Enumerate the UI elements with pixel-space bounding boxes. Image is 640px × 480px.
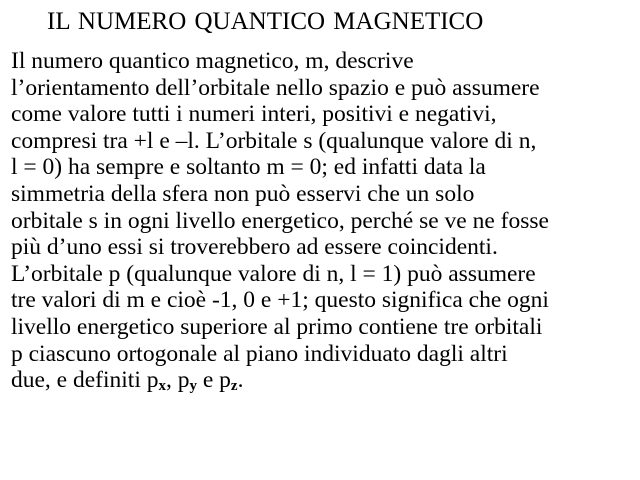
body-paragraph <box>11 48 636 394</box>
text-line: come valore tutti i numeri interi, positivi e negativi, <box>11 101 497 128</box>
text-line: orbitale s in ogni livello energetico, perché se ve ne fosse <box>11 207 549 234</box>
text-line: l’orientamento dell’orbitale nello spazio e può assumere <box>11 74 540 101</box>
text-line: livello energetico superiore al primo contiene tre orbitali <box>11 313 543 340</box>
last-line-prefix: due, e definiti p <box>11 367 159 394</box>
text-line: p ciascuno ortogonale al piano individuato dagli altri <box>11 340 508 367</box>
text-line: L’orbitale p (qualunque valore di n, l = 1) può assumere <box>11 260 536 287</box>
text-line: tre valori di m e cioè -1, 0 e +1; questo significa che ogni <box>11 287 549 314</box>
text-line: Il numero quantico magnetico, m, descrive <box>11 48 414 74</box>
text-line-last <box>11 367 636 394</box>
last-line-suffix: . <box>237 367 244 394</box>
subscript-y: y <box>189 378 197 395</box>
text-line: simmetria della sfera non può esservi che un solo <box>11 180 475 207</box>
text-line: più d’uno essi si troverebbero ad essere coincidenti. <box>11 234 498 261</box>
last-line-sep-2: e p <box>196 367 231 394</box>
slide-title: IL NUMERO QUANTICO MAGNETICO <box>47 8 484 35</box>
last-line-sep-1: , p <box>165 367 190 394</box>
subscript-x: x <box>158 378 166 395</box>
subscript-z: z <box>230 378 238 395</box>
text-line: compresi tra +l e –l. L’orbitale s (qualunque valore di n, <box>11 127 537 154</box>
text-line: l = 0) ha sempre e soltanto m = 0; ed infatti data la <box>11 154 486 181</box>
